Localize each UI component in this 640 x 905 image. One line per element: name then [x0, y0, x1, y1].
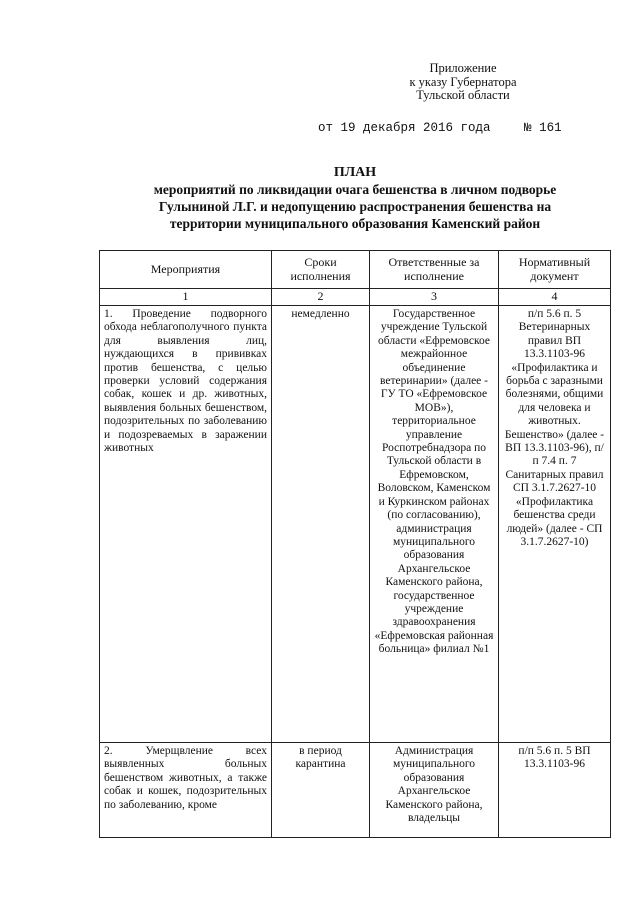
cell-action: 1. Проведение подворного обхода неблагополучного пункта для выявления лиц, нуждающихся в прививках против бешенства, с целью проверки условий содержания собак, кошек и др. животных, выявления больных бешенством, подозрительных по заболеванию и подозреваемых в заражении животных: [100, 306, 272, 743]
column-header-responsible: Ответственные за исполнение: [370, 251, 499, 289]
column-header-actions: Мероприятия: [100, 251, 272, 289]
decree-date: от 19 декабря 2016 года: [318, 121, 491, 135]
plan-subtitle-line: мероприятий по ликвидации очага бешенства в личном подворье: [153, 182, 557, 197]
table-number-row: [100, 289, 611, 306]
column-header-document: Нормативный документ: [499, 251, 611, 289]
decree-line: [318, 121, 588, 135]
column-number: 3: [370, 289, 499, 306]
appendix-block: [378, 62, 548, 103]
cell-document: п/п 5.6 п. 5 Ветеринарных правил ВП 13.3.1103-96 «Профилактика и борьба с заразными болезнями, общими для человека и животных. Бешенство» (далее - ВП 13.3.1103-96), п/п 7.4 п. 7 Санитарных правил СП 3.1.7.2627-10 «Профилактика бешенства среди людей» (далее - СП 3.1.7.2627-10): [499, 306, 611, 743]
table-header-row: [100, 251, 611, 289]
column-number: 1: [100, 289, 272, 306]
cell-deadline: немедленно: [272, 306, 370, 743]
appendix-line: Приложение: [429, 61, 497, 75]
column-header-deadline: Сроки исполнения: [272, 251, 370, 289]
cell-deadline: в период карантина: [272, 743, 370, 838]
cell-responsible: Администрация муниципального образования Архангельское Каменского района, владельцы: [370, 743, 499, 838]
cell-responsible: Государственное учреждение Тульской области «Ефремовское межрайонное объединение ветеринарии» (далее - ГУ ТО «Ефремовское МОВ»), территориальное управление Роспотребнадзора по Тульской области в Ефремовском, Воловском, Каменском и Куркинском районах (по согласованию), администрация муниципального образования Архангельское Каменского района, государственное учреждение здравоохранения «Ефремовская районная больница» филиал №1: [370, 306, 499, 743]
plan-subtitle-line: Гулыниной Л.Г. и недопущению распространения бешенства на: [158, 199, 552, 214]
decree-number: 161: [539, 121, 562, 135]
plan-title: ПЛАН: [333, 165, 377, 180]
cell-action: 2. Умерщвление всех выявленных больных бешенством животных, а также собак и кошек, подозрительных по заболеванию, кроме: [100, 743, 272, 838]
column-number: 4: [499, 289, 611, 306]
cell-document: п/п 5.6 п. 5 ВП 13.3.1103-96: [499, 743, 611, 838]
measures-table: [99, 250, 611, 838]
appendix-line: Тульской области: [416, 88, 510, 102]
decree-number-label: №: [524, 121, 532, 135]
appendix-line: к указу Губернатора: [409, 74, 517, 89]
column-number: 2: [272, 289, 370, 306]
plan-subtitle-line: территории муниципального образования Каменский район: [169, 216, 541, 231]
table-row: [100, 306, 611, 743]
document-heading: [100, 164, 610, 232]
table-row: [100, 743, 611, 838]
